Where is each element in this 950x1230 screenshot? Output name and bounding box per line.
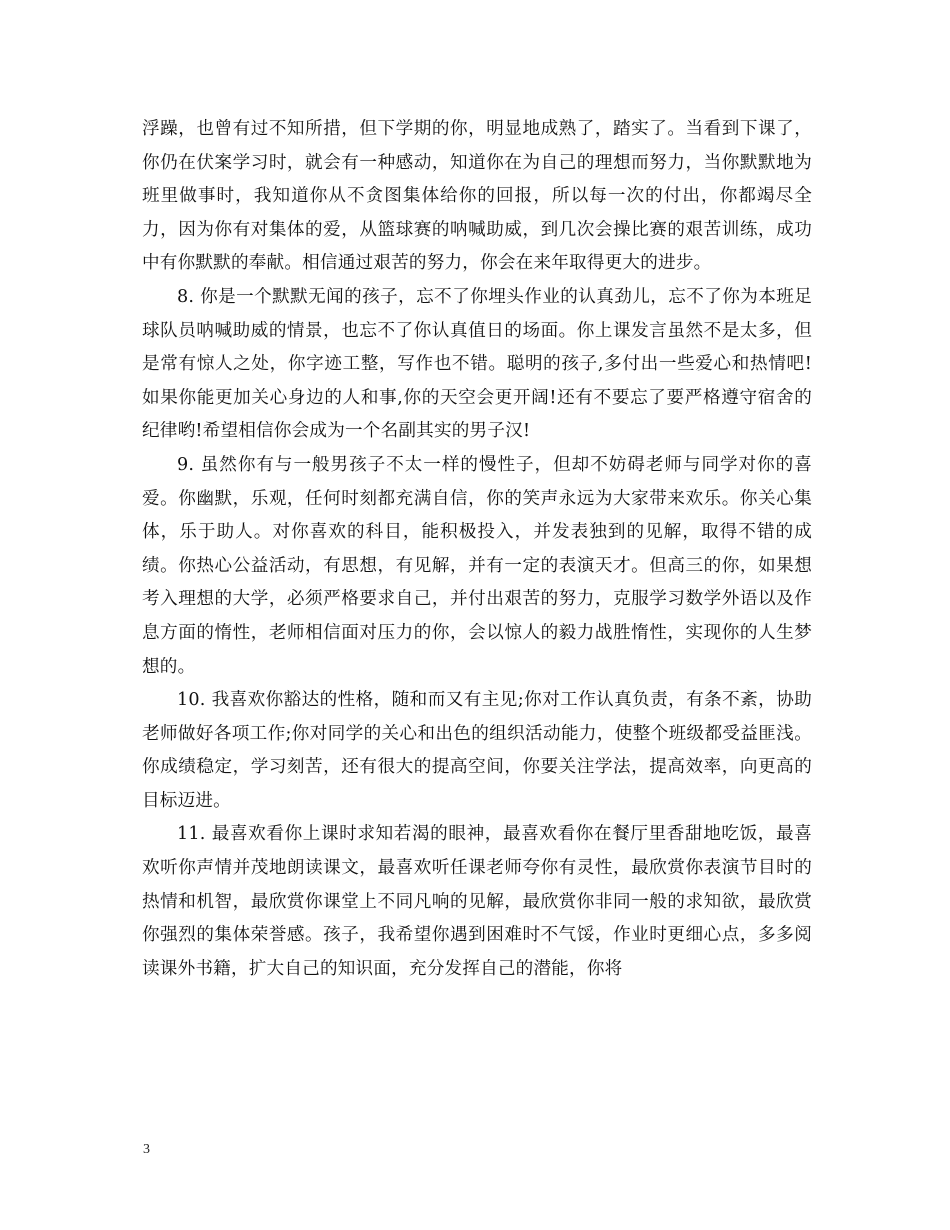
paragraph-item-10: 10. 我喜欢你豁达的性格，随和而又有主见;你对工作认真负责，有条不紊，协助老师做好各项工作;你对同学的关心和出色的组织活动能力，使整个班级都受益匪浅。你成绩稳定，学习刻苦，还有很大的提高空间，你要关注学法，提高效率，向更高的目标迈进。 <box>142 690 812 811</box>
page-number: 3 <box>143 1142 150 1157</box>
paragraph-item-9: 9. 虽然你有与一般男孩子不太一样的慢性子，但却不妨碍老师与同学对你的喜爱。你幽默，乐观，任何时刻都充满自信，你的笑声永远为大家带来欢乐。你关心集体，乐于助人。对你喜欢的科目，能积极投入，并发表独到的见解，取得不错的成绩。你热心公益活动，有思想，有见解，并有一定的表演天才。但高三的你，如果想考入理想的大学，必须严格要求自己，并付出艰苦的努力，克服学习数学外语以及作息方面的惰性，老师相信面对压力的你，会以惊人的毅力战胜惰性，实现你的人生梦想的。 <box>142 454 812 677</box>
document-body <box>142 113 812 986</box>
paragraph-item-11: 11. 最喜欢看你上课时求知若渴的眼神，最喜欢看你在餐厅里香甜地吃饭，最喜欢听你声情并茂地朗读课文，最喜欢听任课老师夸你有灵性，最欣赏你表演节目时的热情和机智，最欣赏你课堂上不同凡响的见解，最欣赏你非同一般的求知欲，最欣赏你强烈的集体荣誉感。孩子，我希望你遇到困难时不气馁，作业时更细心点，多多阅读课外书籍，扩大自己的知识面，充分发挥自己的潜能，你将 <box>142 824 812 979</box>
paragraph-item-8: 8. 你是一个默默无闻的孩子，忘不了你埋头作业的认真劲儿，忘不了你为本班足球队员呐喊助威的情景，也忘不了你认真值日的场面。你上课发言虽然不是太多，但是常有惊人之处，你字迹工整，写作也不错。聪明的孩子,多付出一些爱心和热情吧!如果你能更加关心身边的人和事,你的天空会更开阔!还有不要忘了要严格遵守宿舍的纪律哟!希望相信你会成为一个名副其实的男子汉! <box>142 286 812 442</box>
paragraph-continuation: 浮躁，也曾有过不知所措，但下学期的你，明显地成熟了，踏实了。当看到下课了，你仍在伏案学习时，就会有一种感动，知道你在为自己的理想而努力，当你默默地为班里做事时，我知道你从不贪图集体给你的回报，所以每一次的付出，你都竭尽全力，因为你有对集体的爱，从篮球赛的呐喊助威，到几次会操比赛的艰苦训练，成功中有你默默的奉献。相信通过艰苦的努力，你会在来年取得更大的进步。 <box>142 119 812 274</box>
